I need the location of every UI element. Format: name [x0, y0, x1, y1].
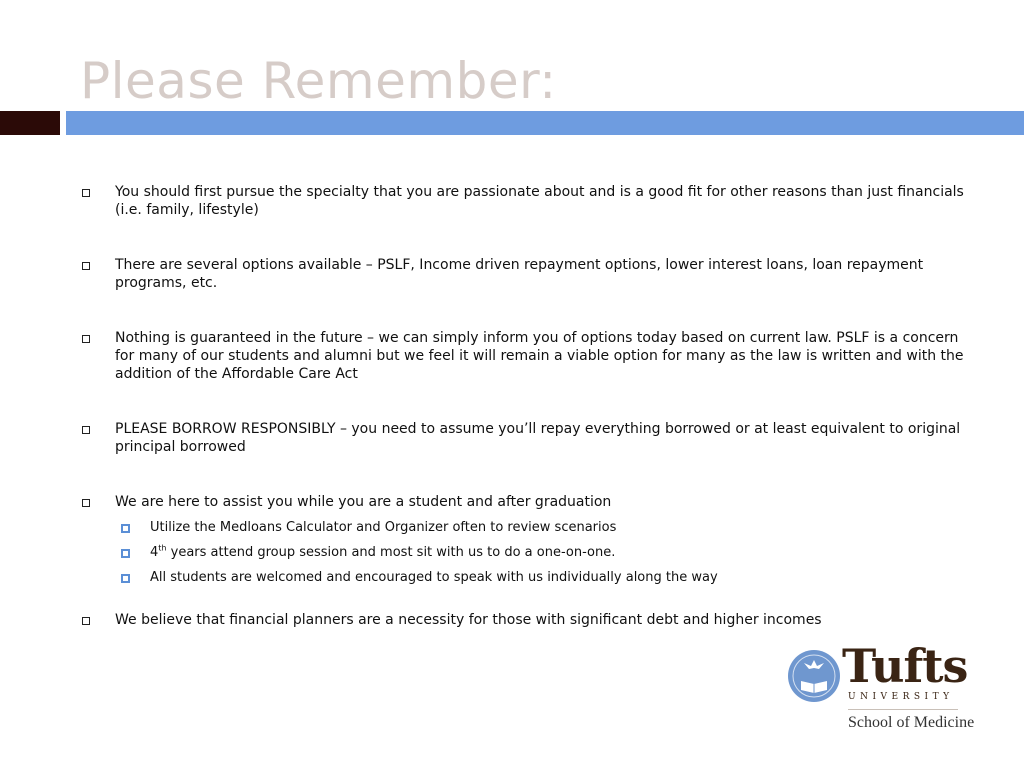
list-item — [80, 420, 980, 456]
list-item — [80, 183, 980, 219]
blue-square-icon — [121, 574, 130, 583]
bullet-text: Nothing is guaranteed in the future – we can simply inform you of options today based on current law. PSLF is a concern for many of our students and alumni but we feel it will remain a viable option for many as the law is written and with the addition of the Affordable Care Act — [115, 330, 964, 382]
sub-bullet-text: years attend group session and most sit with us to do a one-on-one. — [166, 545, 616, 560]
list-item — [80, 329, 980, 383]
hollow-square-icon — [82, 499, 90, 507]
slide-title: Please Remember: — [80, 52, 557, 110]
list-item — [80, 611, 980, 629]
hollow-square-icon — [82, 335, 90, 343]
hollow-square-icon — [82, 189, 90, 197]
title-accent-bar-blue — [66, 111, 1024, 135]
sub-bullet-list — [80, 519, 980, 586]
logo-university: UNIVERSITY — [848, 692, 954, 702]
logo-wordmark: Tufts — [842, 639, 968, 693]
list-item — [80, 256, 980, 292]
sub-bullet-text: All students are welcomed and encouraged to speak with us individually along the way — [150, 570, 718, 585]
blue-square-icon — [121, 524, 130, 533]
hollow-square-icon — [82, 262, 90, 270]
blue-square-icon — [121, 549, 130, 558]
title-accent-bar-dark — [0, 111, 60, 135]
logo-divider — [848, 709, 958, 710]
bullet-text: You should first pursue the specialty that you are passionate about and is a good fit for other reasons than just financials (i.e. family, lifestyle) — [115, 184, 964, 218]
sub-list-item — [150, 544, 980, 561]
list-item — [80, 493, 980, 511]
tufts-logo — [786, 639, 991, 738]
sub-bullet-number: 4 — [150, 545, 159, 560]
bullet-list — [80, 183, 980, 629]
bullet-text: There are several options available – PSLF, Income driven repayment options, lower interest loans, loan repayment programs, etc. — [115, 257, 924, 291]
bullet-text: PLEASE BORROW RESPONSIBLY – you need to assume you’ll repay everything borrowed or at least equivalent to original principal borrowed — [115, 421, 961, 455]
sub-bullet-text: Utilize the Medloans Calculator and Organizer often to review scenarios — [150, 520, 617, 535]
hollow-square-icon — [82, 617, 90, 625]
sub-list-item — [150, 569, 980, 586]
sub-list-item — [150, 519, 980, 536]
bullet-text: We believe that financial planners are a necessity for those with significant debt and higher incomes — [115, 612, 822, 628]
logo-school: School of Medicine — [848, 714, 975, 731]
hollow-square-icon — [82, 426, 90, 434]
tufts-seal-icon — [788, 650, 840, 702]
bullet-text: We are here to assist you while you are a student and after graduation — [115, 494, 612, 510]
sub-bullet-ordinal: th — [158, 543, 167, 553]
